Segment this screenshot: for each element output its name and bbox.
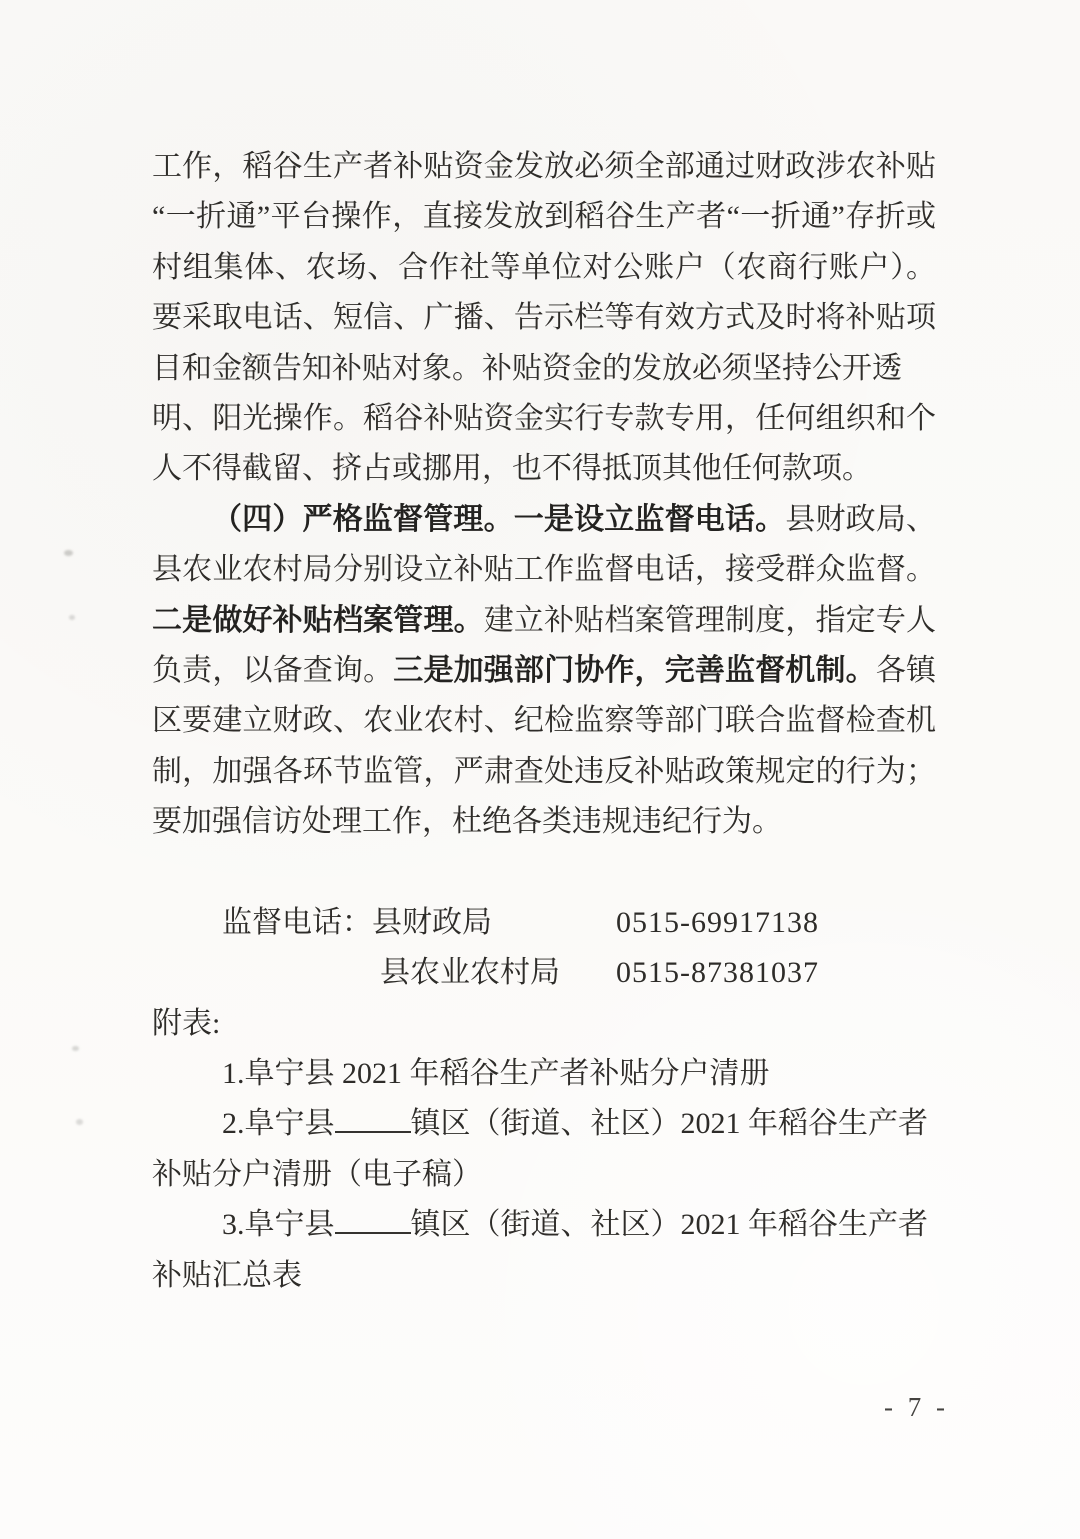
body-text: 县农业农村局分别设立补贴工作监督电话，接受群众监督。 bbox=[152, 553, 936, 587]
body-text: 县农业农村局 bbox=[380, 956, 560, 990]
body-text: 负责，以备查询。 bbox=[152, 653, 394, 687]
fill-in-blank bbox=[335, 1129, 411, 1133]
attachment-list-item-continuation bbox=[152, 1251, 936, 1301]
attachment-list-item bbox=[152, 1099, 936, 1149]
body-line bbox=[152, 797, 936, 847]
body-text: 制，加强各环节监管，严肃查处违反补贴政策规定的行为； bbox=[152, 754, 936, 788]
body-text: 目和金额告知补贴对象。补贴资金的发放必须坚持公开透 bbox=[152, 351, 902, 385]
body-line bbox=[152, 646, 936, 696]
attachment-list-item bbox=[152, 1049, 936, 1099]
body-text: 工作，稻谷生产者补贴资金发放必须全部通过财政涉农补贴 bbox=[152, 150, 936, 183]
body-text: 补贴分户清册（电子稿） bbox=[152, 1157, 482, 1191]
body-line bbox=[152, 243, 936, 293]
body-text: 镇区（街道、社区）2021 年稻谷生产者 bbox=[410, 1107, 928, 1141]
emphasis-text: 二是做好补贴档案管理。 bbox=[152, 603, 484, 637]
phone-number: 0515-69917138 bbox=[616, 905, 819, 939]
body-text: 各镇 bbox=[875, 653, 937, 687]
phone-number: 0515-87381037 bbox=[616, 956, 819, 990]
body-line bbox=[152, 293, 936, 343]
body-text: 区要建立财政、农业农村、纪检监察等部门联合监督检查机 bbox=[152, 704, 936, 738]
body-line bbox=[152, 545, 936, 595]
body-line bbox=[152, 192, 936, 242]
body-text: 2.阜宁县 bbox=[222, 1107, 335, 1141]
body-text: 县财政局、 bbox=[785, 502, 937, 536]
section-heading-line bbox=[152, 495, 936, 545]
body-line bbox=[152, 747, 936, 797]
body-text: 镇区（街道、社区）2021 年稻谷生产者 bbox=[410, 1208, 928, 1242]
body-text: 要加强信访处理工作，杜绝各类违规违纪行为。 bbox=[152, 805, 782, 839]
smudge-mark bbox=[69, 615, 75, 620]
smudge-mark bbox=[64, 550, 73, 556]
body-text: 建立补贴档案管理制度，指定专人 bbox=[483, 603, 937, 637]
supervision-phone-row bbox=[152, 948, 936, 998]
smudge-mark bbox=[76, 1119, 83, 1125]
spacer-line bbox=[152, 847, 936, 897]
body-text: 人不得截留、挤占或挪用，也不得抵顶其他任何款项。 bbox=[152, 452, 872, 486]
supervision-phone-row bbox=[152, 898, 936, 948]
fill-in-blank bbox=[335, 1230, 411, 1234]
attachment-list-item bbox=[152, 1200, 936, 1250]
document-lines bbox=[152, 142, 936, 1301]
attachment-list-item-continuation bbox=[152, 1150, 936, 1200]
body-line bbox=[152, 444, 936, 494]
body-text: 明、阳光操作。稻谷补贴资金实行专款专用，任何组织和个 bbox=[152, 401, 936, 435]
attachments-label bbox=[152, 999, 936, 1049]
emphasis-text: 三是加强部门协作，完善监督机制。 bbox=[393, 653, 876, 687]
body-line bbox=[152, 696, 936, 746]
body-text: 1.阜宁县 2021 年稻谷生产者补贴分户清册 bbox=[222, 1057, 770, 1091]
body-line bbox=[152, 394, 936, 444]
body-text: 要采取电话、短信、广播、告示栏等有效方式及时将补贴项 bbox=[152, 301, 936, 335]
body-line bbox=[152, 344, 936, 394]
body-text: 村组集体、农场、合作社等单位对公账户（农商行账户）。 bbox=[152, 250, 936, 284]
body-text: 监督电话：县财政局 bbox=[222, 905, 492, 939]
body-text: 3.阜宁县 bbox=[222, 1208, 335, 1242]
body-text: 附表: bbox=[152, 1006, 221, 1040]
body-text: “一折通”平台操作，直接发放到稻谷生产者“一折通”存折或 bbox=[152, 200, 936, 234]
body-line bbox=[152, 596, 936, 646]
smudge-mark bbox=[72, 1046, 79, 1051]
emphasis-text: （四）严格监督管理。一是设立监督电话。 bbox=[212, 502, 786, 536]
page-number: - 7 - bbox=[884, 1392, 949, 1422]
body-line bbox=[152, 142, 936, 192]
body-text: 补贴汇总表 bbox=[152, 1258, 302, 1292]
